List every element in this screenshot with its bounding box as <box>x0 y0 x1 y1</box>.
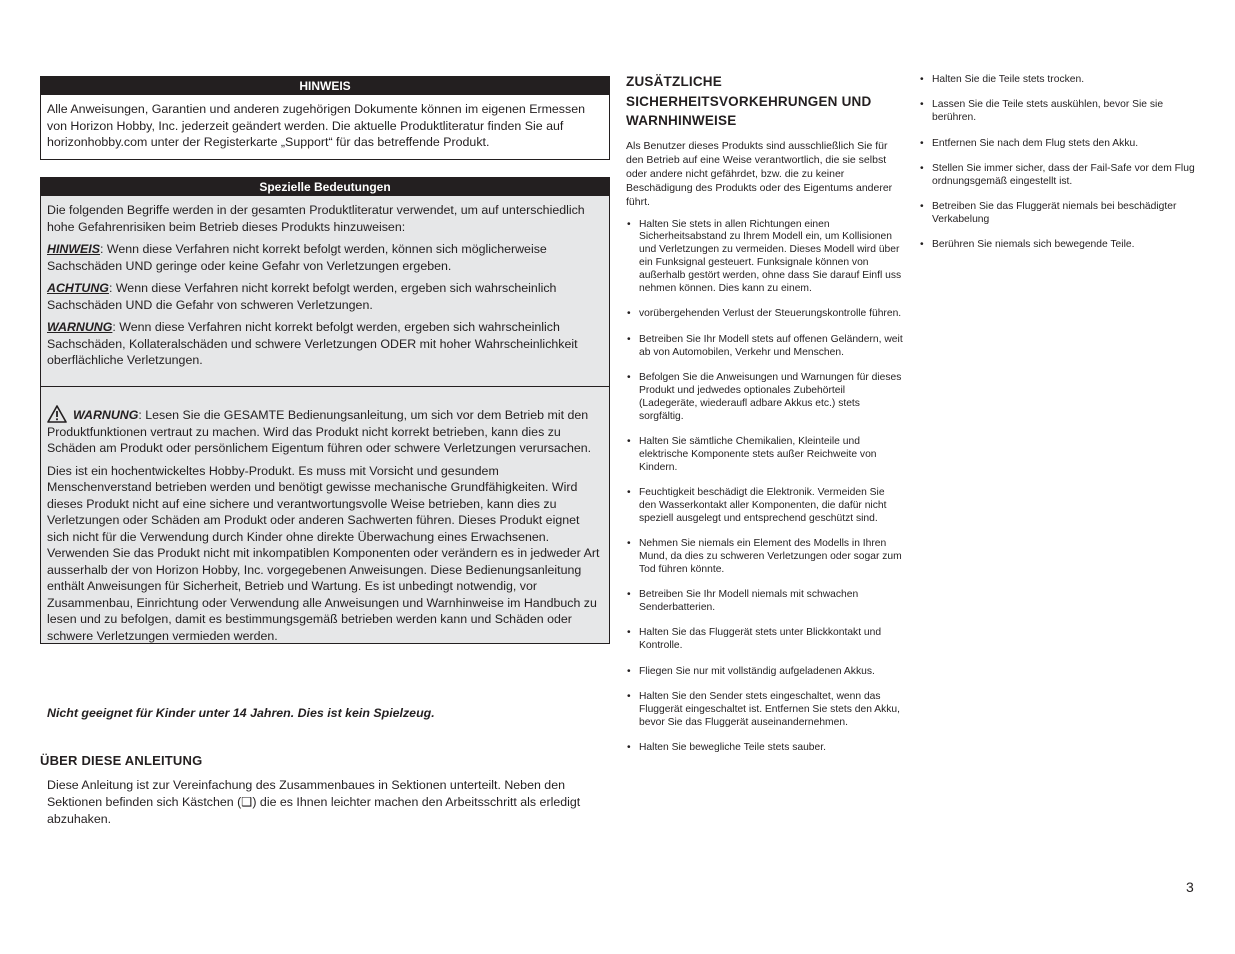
hinweis-title: HINWEIS <box>41 77 609 95</box>
hinweis-body <box>41 95 609 159</box>
bullet-text: Stellen Sie immer sicher, dass der Fail-Safe vor dem Flug ordnungsgemäß eingestellt ist. <box>932 162 1195 187</box>
bullet-dot-icon: • <box>627 665 631 677</box>
safety-column-continued <box>919 74 1199 265</box>
bullet-dot-icon: • <box>627 435 631 447</box>
bullet-dot-icon: • <box>920 201 924 212</box>
bullet-dot-icon: • <box>627 333 631 345</box>
bullet-text: Betreiben Sie Ihr Modell niemals mit schwachen Senderbatterien. <box>639 589 859 614</box>
age-warning-note: Nicht geeignet für Kinder unter 14 Jahren. Dies ist kein Spielzeug. <box>47 706 435 720</box>
bullet-dot-icon: • <box>920 162 924 174</box>
safety-bullet-item <box>919 99 1199 125</box>
safety-bullet-item <box>626 436 904 475</box>
bullet-dot-icon: • <box>627 218 631 230</box>
bullet-text: Entfernen Sie nach dem Flug stets den Akku. <box>932 137 1139 149</box>
bullet-dot-icon: • <box>627 308 631 320</box>
definition-text: : Wenn diese Verfahren nicht korrekt befolgt werden, ergeben sich wahrscheinlich Sachschäden UND die Gefahr von schweren Verletzungen. <box>47 281 557 312</box>
hinweis-text: Alle Anweisungen, Garantien und anderen zugehörigen Dokumente können im eigenen Ermessen von Horizon Hobby, Inc. jederzeit geändert werden. Die aktuelle Produktliteratur finden Sie auf horizonhobby.com unter der Registerkarte „Support“ für das betreffende Produkt. <box>47 102 585 149</box>
safety-bullet-item <box>626 487 904 526</box>
achtung-definition <box>47 280 603 313</box>
bullet-dot-icon: • <box>920 99 924 111</box>
bullet-text: Nehmen Sie niemals ein Element des Modells in Ihren Mund, da dies zu schweren Verletzungen oder sogar zum Tod führen könnte. <box>639 538 902 575</box>
safety-bullet-list <box>626 219 904 755</box>
safety-bullet-item <box>626 334 904 360</box>
bullet-text: Halten Sie das Fluggerät stets unter Blickkontakt und Kontrolle. <box>639 627 882 652</box>
bullet-dot-icon: • <box>627 627 631 639</box>
hinweis-definition <box>47 241 603 274</box>
bullet-text: Lassen Sie die Teile stets auskühlen, bevor Sie sie berühren. <box>932 99 1164 124</box>
warnung-box <box>40 386 610 644</box>
bullet-text: Betreiben Sie Ihr Modell stets auf offenen Geländern, weit ab von Automobilen, Verkehr und Menschen. <box>639 333 903 358</box>
bullet-text: Halten Sie sämtliche Chemikalien, Kleinteile und elektrische Komponente stets außer Reichweite von Kindern. <box>639 435 877 473</box>
hinweis-box <box>40 76 610 160</box>
about-text: Diese Anleitung ist zur Vereinfachung des Zusammenbaues in Sektionen unterteilt. Neben den Sektionen befinden sich Kästchen (❑) die es Ihnen leichter machen den Arbeitsschritt als erledigt abzuhaken. <box>47 778 581 826</box>
safety-bullet-item <box>919 239 1199 252</box>
safety-bullet-item <box>919 201 1199 227</box>
bullet-dot-icon: • <box>627 486 631 498</box>
warnung-lead <box>47 405 603 457</box>
bullet-text: vorübergehenden Verlust der Steuerungskontrolle führen. <box>639 308 902 320</box>
about-heading: ÜBER DIESE ANLEITUNG <box>40 753 203 768</box>
safety-bullet-item <box>626 742 904 755</box>
bullet-dot-icon: • <box>627 741 631 753</box>
term-warnung: WARNUNG <box>47 320 113 334</box>
bullet-dot-icon: • <box>920 239 924 251</box>
bullet-dot-icon: • <box>627 538 631 550</box>
safety-bullet-item <box>626 691 904 730</box>
definition-text: : Wenn diese Verfahren nicht korrekt befolgt werden, können sich möglicherweise Sachschäden UND geringe oder keine Gefahr von Verletzungen ergeben. <box>47 242 547 273</box>
bullet-dot-icon: • <box>920 74 924 85</box>
safety-column <box>626 72 904 767</box>
term-achtung: ACHTUNG <box>47 281 109 295</box>
bullet-dot-icon: • <box>627 371 631 383</box>
warnung-definition <box>47 319 603 369</box>
safety-bullet-item <box>919 74 1199 87</box>
term-hinweis: HINWEIS <box>47 242 101 256</box>
safety-bullet-item <box>626 219 904 296</box>
spezielle-intro: Die folgenden Begriffe werden in der gesamten Produktliteratur verwendet, um auf unterschiedlich hohe Gefahrenrisiken beim Betrieb dieses Produkts hinzuweisen: <box>47 203 585 234</box>
safety-bullet-item <box>626 538 904 577</box>
safety-bullet-item <box>626 308 904 321</box>
safety-bullet-item <box>626 372 904 424</box>
bullet-text: Betreiben Sie das Fluggerät niemals bei beschädigter Verkabelung <box>932 201 1177 225</box>
bullet-text: Halten Sie die Teile stets trocken. <box>932 74 1085 85</box>
bullet-text: Fliegen Sie nur mit vollständig aufgeladenen Akkus. <box>639 665 875 677</box>
page-number: 3 <box>1186 879 1194 895</box>
definition-text: : Wenn diese Verfahren nicht korrekt befolgt werden, ergeben sich wahrscheinlich Sachschäden, Kollateralschäden und schwere Verletzungen ODER mit hoher Wahrscheinlichkeit oberflächliche Verletzungen. <box>47 320 578 367</box>
bullet-text: Befolgen Sie die Anweisungen und Warnungen für dieses Produkt und jedwedes optionales Zubehörteil (Ladegeräte, wiederaufl adbare Akkus etc.) stets sorgfältig. <box>639 371 902 422</box>
bullet-dot-icon: • <box>627 589 631 601</box>
safety-intro: Als Benutzer dieses Produkts sind ausschließlich Sie für den Betrieb auf eine Weise verantwortlich, die sie selbst oder andere nicht gefährdet, bzw. die zu keiner Beschädigung des Produkts oder des Eigentums anderer führt. <box>626 139 893 208</box>
safety-bullet-item <box>626 589 904 615</box>
warning-triangle-icon <box>47 405 67 423</box>
bullet-text: Halten Sie stets in allen Richtungen einen Sicherheitsabstand zu Ihrem Modell ein, um Kollisionen und Verletzungen zu vermeiden. Dieses Modell wird über ein Funksignal gesteuert. Funksignale können von außerhalb gestört werden, ohne dass Sie darauf Einfl uss nehmen können. Dies kann zu einem. <box>639 218 902 295</box>
bullet-dot-icon: • <box>627 690 631 702</box>
spezielle-title: Spezielle Bedeutungen <box>41 178 609 196</box>
bullet-dot-icon: • <box>920 137 924 149</box>
safety-bullet-item <box>919 138 1199 151</box>
safety-bullet-list-continued <box>919 74 1199 252</box>
bullet-text: Halten Sie den Sender stets eingeschaltet, wenn das Fluggerät eingeschaltet ist. Entfernen Sie stets den Akku, bevor Sie das Fluggerät auseinandernehmen. <box>639 690 901 728</box>
safety-bullet-item <box>919 163 1199 189</box>
spezielle-body <box>41 196 609 387</box>
safety-heading: ZUSÄTZLICHE SICHERHEITSVORKEHRUNGEN UND WARNHINWEISE <box>626 74 872 128</box>
bullet-text: Berühren Sie niemals sich bewegende Teile. <box>932 239 1135 251</box>
bullet-text: Halten Sie bewegliche Teile stets sauber. <box>639 741 826 753</box>
warnung-lead-text: : Lesen Sie die GESAMTE Bedienungsanleitung, um sich vor dem Betrieb mit den Produktfunktionen vertraut zu machen. Wird das Produkt nicht korrekt betrieben, kann dies zu Schäden am Produkt oder persönlichem Eigentum führen oder schwere Verletzungen verursachen. <box>47 408 592 455</box>
warnung-body: Dies ist ein hochentwickeltes Hobby-Produkt. Es muss mit Vorsicht und gesundem Menschenverstand betrieben werden und benötigt gewisse mechanische Grundfähigkeiten. Wird dieses Produkt nicht auf eine sichere und verantwortungsvolle Weise betrieben, kann dies zu Verletzungen oder Schäden am Produkt oder anderen Sachwerten führen. Dieses Produkt eignet sich nicht für die Verwendung durch Kinder ohne direkte Überwachung eines Erwachsenen. Verwenden Sie das Produkt nicht mit inkompatiblen Komponenten oder verändern es in jedweder Art ausserhalb der von Horizon Hobby, Inc. vorgegebenen Anweisungen. Diese Bedienungsanleitung enthält Anweisungen für Sicherheit, Betrieb und Wartung. Es ist unbedingt notwendig, vor Zusammenbau, Einrichtung oder Verwendung alle Anweisungen und Warnhinweise im Handbuch zu lesen und zu befolgen, damit es bestimmungsgemäß betrieben werden kann und Schäden oder schwere Verletzungen vermieden werden. <box>47 463 600 643</box>
bullet-text: Feuchtigkeit beschädigt die Elektronik. Vermeiden Sie den Wasserkontakt aller Komponenten, die dafür nicht speziell ausgelegt und entsprechend geschützt sind. <box>639 486 887 524</box>
safety-bullet-item <box>626 666 904 679</box>
spezielle-bedeutungen-box <box>40 177 610 388</box>
safety-bullet-item <box>626 627 904 653</box>
term-warnung-lead: WARNUNG <box>73 408 139 422</box>
